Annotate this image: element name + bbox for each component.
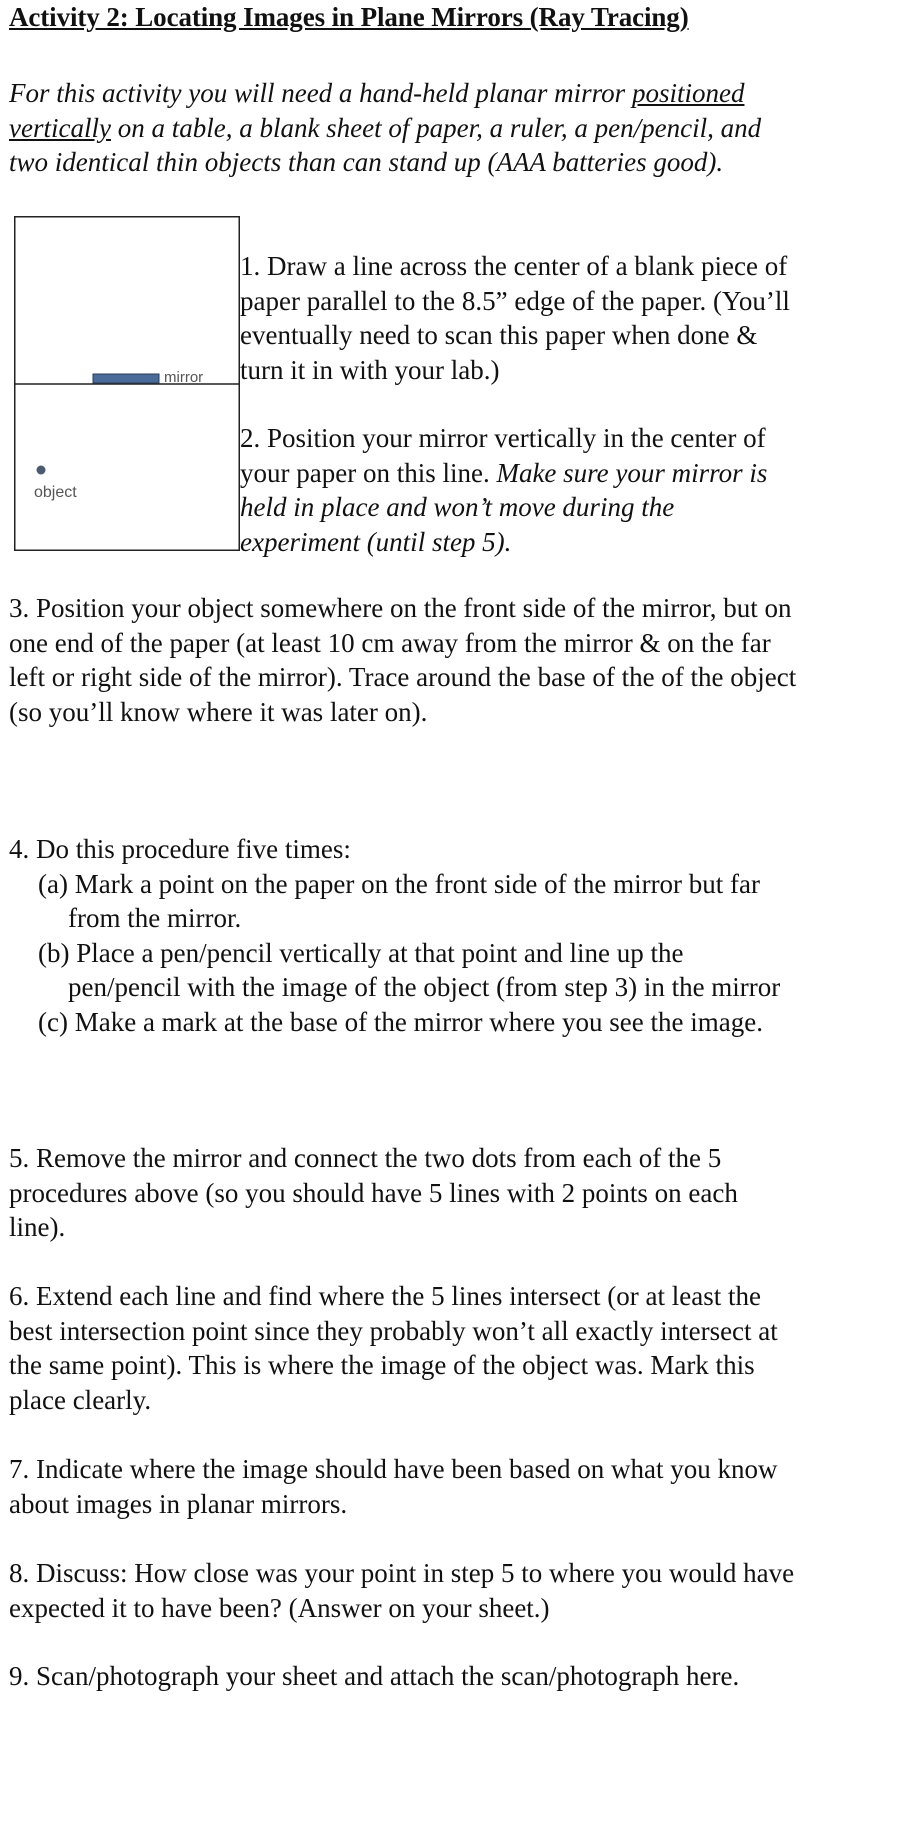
paper-setup-svg [14,216,240,551]
intro-paragraph [9,76,799,180]
intro-underlined-text: positioned vertically [9,78,745,143]
step-6: 6. Extend each line and find where the 5 lines intersect (or at least the best intersection point since they probably won’t all exactly intersect at the same point). This is where the image of the object was. Mark this place clearly. [9,1281,778,1415]
step-5: 5. Remove the mirror and connect the two dots from each of the 5 procedures above (so you should have 5 lines with 2 points on each line). [9,1143,738,1242]
step-4-substep-c: (c) Make a mark at the base of the mirror where you see the image. [38,1006,763,1037]
object-dot [37,466,46,475]
step-4-substep-a: (a) Mark a point on the paper on the front side of the mirror but far from the mirror. [38,868,761,933]
step-4 [9,832,799,1039]
step-2 [240,421,800,559]
intro-text-after: on a table, a blank sheet of paper, a ruler, a pen/pencil, and two identical thin objects than can stand up (AAA batteries good). [9,112,762,177]
step-8: 8. Discuss: How close was your point in step 5 to where you would have expected it to have been? (Answer on your sheet.) [9,1558,795,1623]
mirror-label: mirror [164,369,204,386]
step-9: 9. Scan/photograph your sheet and attach the scan/photograph here. [9,1661,740,1691]
activity-title: Activity 2: Locating Images in Plane Mirrors (Ray Tracing) [9,2,689,32]
step-3: 3. Position your object somewhere on the front side of the mirror, but on one end of the paper (at least 10 cm away from the mirror & on the far left or right side of the mirror). Trace around the base of the of the object (so you’ll know where it was later on). [9,593,797,727]
mirror-shape [93,374,159,383]
paper-setup-diagram [14,216,240,551]
object-label: object [34,484,77,501]
step-7: 7. Indicate where the image should have been based on what you know about images in planar mirrors. [9,1454,778,1519]
step-4-substep-b: (b) Place a pen/pencil vertically at that point and line up the pen/pencil with the image of the object (from step 3) in the mirror [38,937,781,1002]
step-2-text: 2. Position your mirror vertically in the center of your paper on this line. [240,423,766,488]
intro-text-before: For this activity you will need a hand-held planar mirror [9,78,632,108]
step-1: 1. Draw a line across the center of a blank piece of paper parallel to the 8.5” edge of the paper. (You’ll eventually need to scan this paper when done & turn it in with your lab.) [240,251,790,385]
step-2-italic-note: Make sure your mirror is held in place and won’t move during the experiment (until step 5). [240,457,768,557]
step-4-intro: 4. Do this procedure five times: [9,834,351,864]
